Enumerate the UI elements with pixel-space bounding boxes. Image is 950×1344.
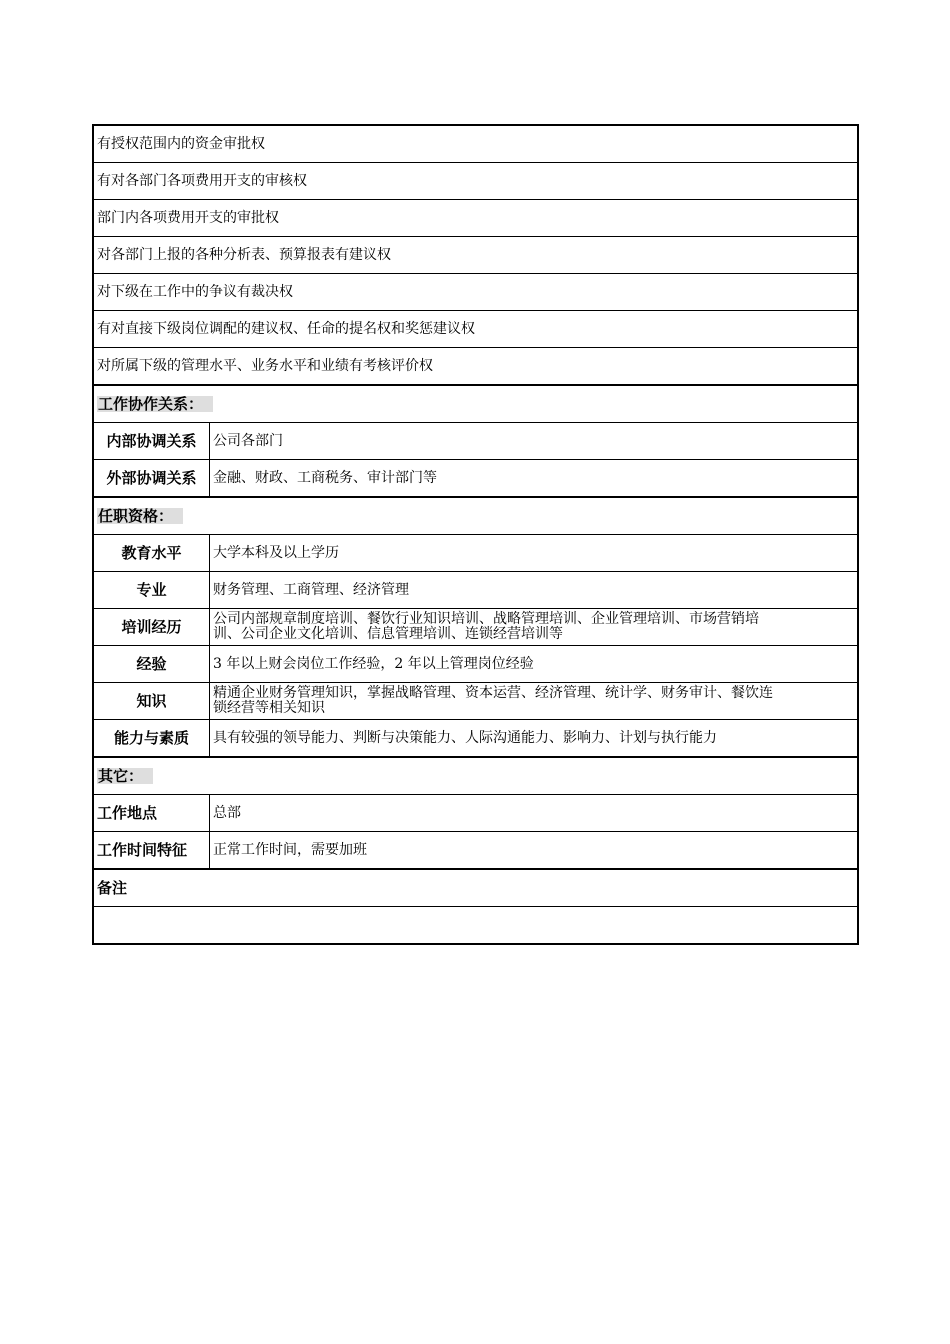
rights-row [92,124,859,163]
field-value [210,683,857,719]
rights-cell: 有对直接下级岗位调配的建议权、任命的提名权和奖惩建议权 [97,321,475,337]
qualification-section-header [92,498,859,535]
field-value: 公司各部门 [213,433,283,449]
field-label: 能力与素质 [94,720,210,756]
rights-row [92,163,859,200]
field-label: 内部协调关系 [94,423,210,459]
rights-cell: 对各部门上报的各种分析表、预算报表有建议权 [97,247,391,263]
rights-row [92,311,859,348]
field-label: 专业 [94,572,210,608]
field-value: 3 年以上财会岗位工作经验，2 年以上管理岗位经验 [213,656,534,672]
rights-cell: 有对各部门各项费用开支的审核权 [97,173,307,189]
job-description-table [92,124,859,945]
qualification-row [92,572,859,609]
rights-row [92,348,859,386]
qualification-row [92,646,859,683]
rights-row [92,274,859,311]
field-value: 财务管理、工商管理、经济管理 [213,582,409,598]
qualification-row [92,535,859,572]
field-value: 总部 [213,805,241,821]
field-value [210,609,857,645]
rights-cell: 对下级在工作中的争议有裁决权 [97,284,293,300]
qualification-row [92,683,859,720]
rights-cell: 部门内各项费用开支的审批权 [97,210,279,226]
field-value-line: 精通企业财务管理知识，掌握战略管理、资本运营、经济管理、统计学、财务审计、餐饮连 [213,685,773,701]
section-title: 备注 [97,879,128,897]
other-section-header [92,758,859,795]
field-value-line: 公司内部规章制度培训、餐饮行业知识培训、战略管理培训、企业管理培训、市场营销培 [213,611,759,627]
field-label: 教育水平 [94,535,210,571]
remarks-section-header [92,870,859,907]
field-label: 经验 [94,646,210,682]
field-label: 工作时间特征 [94,832,210,868]
section-title: 任职资格： [97,508,183,524]
cooperation-row [92,423,859,460]
field-value: 金融、财政、工商税务、审计部门等 [213,470,437,486]
rights-cell: 对所属下级的管理水平、业务水平和业绩有考核评价权 [97,358,433,374]
rights-row [92,200,859,237]
other-row [92,832,859,870]
rights-row [92,237,859,274]
rights-cell: 有授权范围内的资金审批权 [97,136,265,152]
field-label: 知识 [94,683,210,719]
qualification-row [92,609,859,646]
remarks-row [92,907,859,945]
field-label: 培训经历 [94,609,210,645]
field-label: 外部协调关系 [94,460,210,496]
field-value-line: 训、公司企业文化培训、信息管理培训、连锁经营培训等 [213,626,563,642]
field-label: 工作地点 [94,795,210,831]
other-row [92,795,859,832]
field-value: 具有较强的领导能力、判断与决策能力、人际沟通能力、影响力、计划与执行能力 [213,730,717,746]
cooperation-row [92,460,859,498]
qualification-row [92,720,859,758]
cooperation-section-header [92,386,859,423]
field-value: 正常工作时间，需要加班 [213,842,367,858]
section-title: 工作协作关系： [97,396,213,412]
field-value: 大学本科及以上学历 [213,545,339,561]
section-title: 其它： [97,768,153,784]
field-value-line: 锁经营等相关知识 [213,700,325,716]
remarks-content [94,907,857,943]
